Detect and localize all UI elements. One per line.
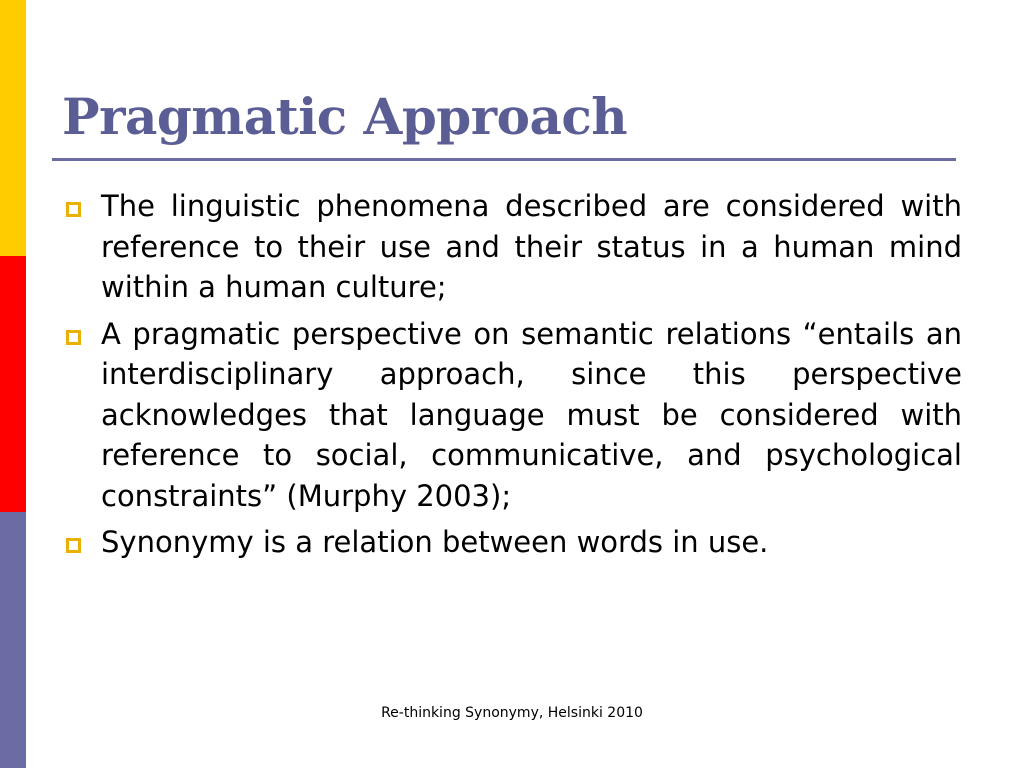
slide-footer: Re-thinking Synonymy, Helsinki 2010 — [381, 705, 643, 721]
bullet-text: Synonymy is a relation between words in use. — [101, 525, 769, 559]
title-divider — [52, 158, 956, 161]
slide-title: Pragmatic Approach — [62, 87, 628, 146]
bullet-item — [62, 522, 962, 563]
side-bar-yellow — [0, 0, 26, 256]
hollow-square-bullet-icon — [66, 202, 81, 217]
bullet-item — [62, 186, 962, 308]
bullet-text: A pragmatic perspective on semantic relations “entails an interdisciplinary approach, since this perspective acknowledges that language must be considered with reference to social, communicative, and psychological constraints” (Murphy 2003); — [101, 316, 962, 513]
hollow-square-bullet-icon — [66, 538, 81, 553]
bullet-item — [62, 314, 962, 517]
bullet-text: The linguistic phenomena described are considered with reference to their use and their status in a human mind within a human culture; — [101, 189, 962, 304]
hollow-square-bullet-icon — [66, 330, 81, 345]
side-bar-blue — [0, 512, 26, 768]
side-bar-red — [0, 256, 26, 512]
bullet-list — [62, 186, 962, 569]
